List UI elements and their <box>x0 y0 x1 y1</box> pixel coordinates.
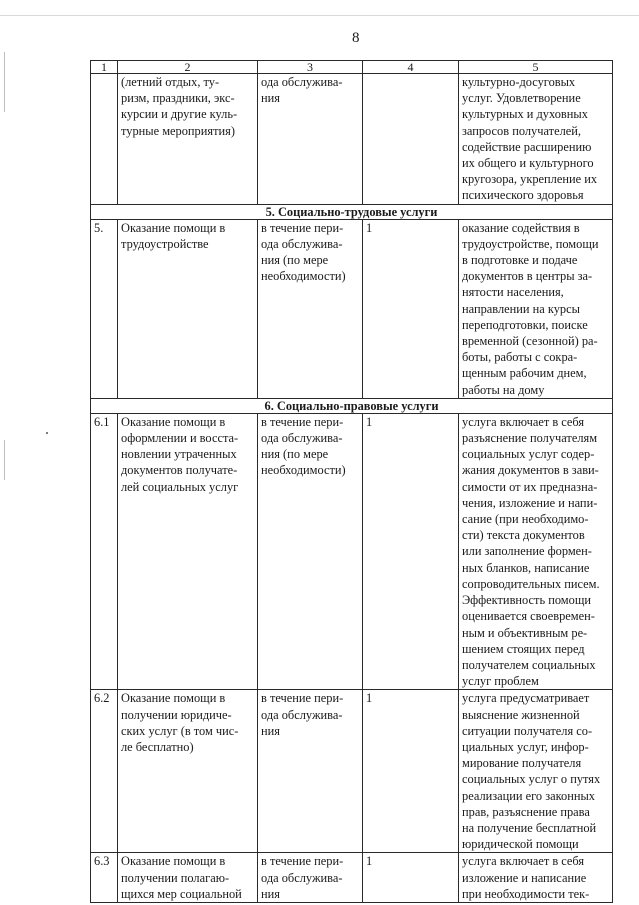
service-volume: 1 <box>366 691 373 706</box>
service-term: в течение пери- ода обслужива- ния <box>261 691 344 738</box>
row-number: 6.3 <box>94 854 110 869</box>
column-header: 4 <box>363 61 459 74</box>
section-row <box>91 204 613 219</box>
service-term: ода обслужива- ния <box>261 75 343 106</box>
service-term: в течение пери- ода обслужива- ния <box>261 854 344 901</box>
service-description: услуга включает в себя изложение и написание при необходимости тек- <box>462 854 590 901</box>
service-name: Оказание помощи в оформлении и восста- новлении утраченных документов получате- лей социальных услуг <box>121 414 239 494</box>
row-number: 5. <box>94 220 104 235</box>
service-name: Оказание помощи в получении полагаю- щихся мер социальной <box>121 854 242 901</box>
service-term: в течение пери- ода обслужива- ния (по мере необходимости) <box>261 220 346 284</box>
scan-margin-mark <box>4 440 5 480</box>
table-row <box>91 74 613 205</box>
service-name: Оказание помощи в получении юридиче- ских услуг (в том чис- ле бесплатно) <box>121 691 239 754</box>
section-title: 6. Социально-правовые услуги <box>91 398 613 413</box>
section-row <box>91 398 613 413</box>
service-volume: 1 <box>366 854 373 869</box>
service-description: услуга включает в себя разъяснение получателям социальных услуг содер- жания документов в зави- симости от их предназна- чения, изложение и напи- сание (при необходимо- сти) текста документов или заполнение формен- ных бланков, написание сопроводительных писем. Эффективность помощи оценивается своевремен- ным и объективным ре- шением стоящих перед получателем социальных услуг проблем <box>462 414 600 689</box>
table-row <box>91 690 613 853</box>
scan-speck <box>46 432 48 434</box>
row-number: 6.1 <box>94 414 110 429</box>
table-row <box>91 413 613 689</box>
table-row <box>91 219 613 398</box>
service-description: услуга предусматривает выяснение жизненной ситуации получателя со- циальных услуг, инфор- мирование получателя социальных услуг о путях реализации его законных прав, разъяснение права на получение бесплатной юридической помощи <box>462 691 601 852</box>
column-header: 3 <box>258 61 363 74</box>
service-volume: 1 <box>366 414 373 429</box>
scan-margin-mark <box>4 52 5 112</box>
page-number: 8 <box>352 30 360 46</box>
services-table <box>90 60 613 903</box>
column-header: 2 <box>118 61 258 74</box>
column-header: 5 <box>459 61 613 74</box>
service-name: Оказание помощи в трудоустройстве <box>121 220 226 251</box>
section-title: 5. Социально-трудовые услуги <box>91 204 613 219</box>
table-row <box>91 853 613 903</box>
service-term: в течение пери- ода обслужива- ния (по мере необходимости) <box>261 414 346 478</box>
service-description: оказание содействия в трудоустройстве, помощи в подготовке и подаче документов в центры за- нятости населения, направлении на курсы переподготовки, поиске временной (сезонной) ра- боты, работы с сокра- щенным рабочим днем, работы на дому <box>462 220 599 397</box>
scan-top-edge <box>0 15 639 16</box>
column-header: 1 <box>91 61 118 74</box>
service-volume: 1 <box>366 220 373 235</box>
row-number: 6.2 <box>94 691 110 706</box>
service-name: (летний отдых, ту- ризм, праздники, экс- курсии и другие куль- турные мероприятия) <box>121 75 238 138</box>
table-header-row <box>91 61 613 74</box>
service-description: культурно-досуговых услуг. Удовлетворение культурных и духовных запросов получателей, содействие расширению их общего и культурного кругозора, укрепление их психического здоровья <box>462 75 598 203</box>
